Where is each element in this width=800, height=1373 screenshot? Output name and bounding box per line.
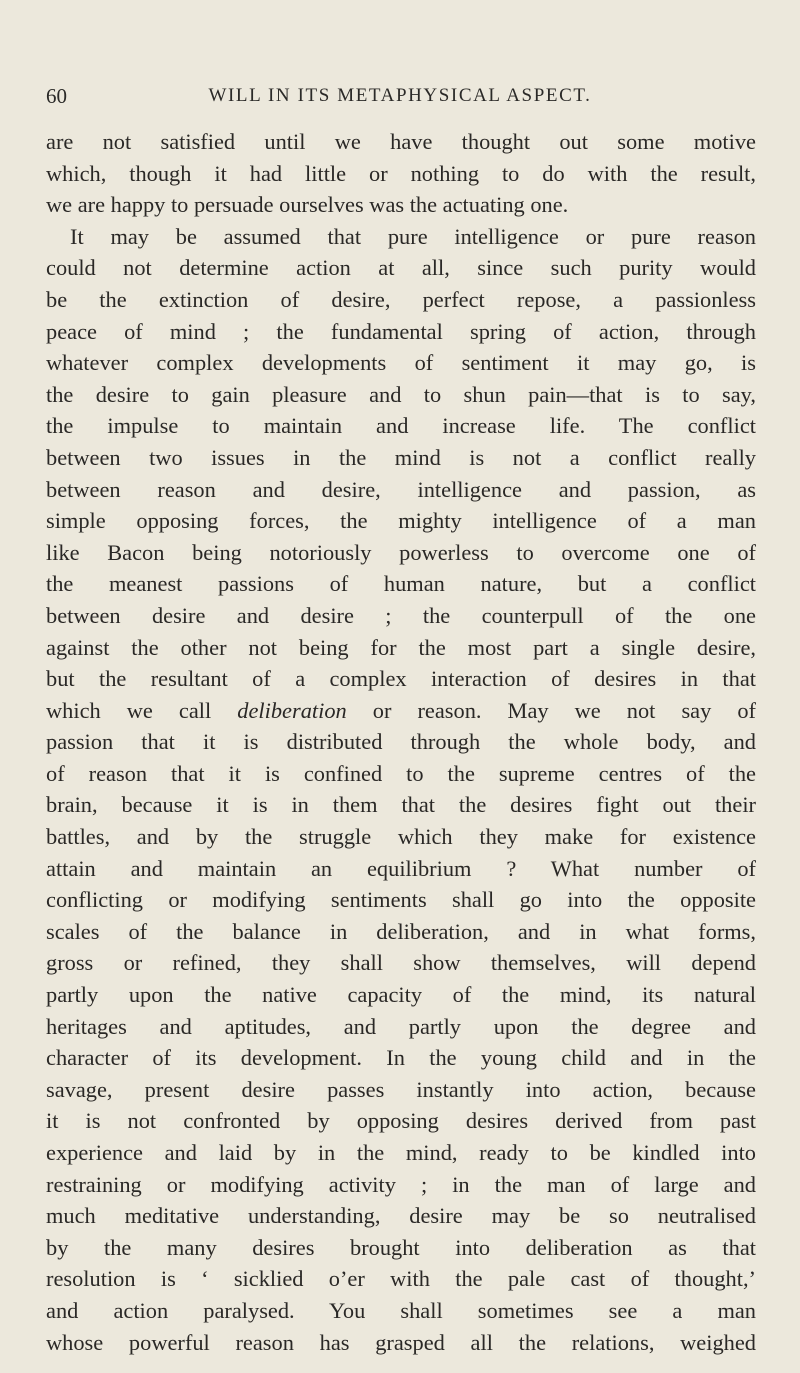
text-line: and action paralysed. You shall sometimes see a man (46, 1297, 756, 1323)
running-head: WILL IN ITS METAPHYSICAL ASPECT. (208, 85, 592, 106)
text-line: experience and laid by in the mind, ready to be kindled into (46, 1140, 756, 1165)
text-line: between desire and desire ; the counterpull of the one (46, 602, 756, 628)
text-line: brain, because it is in them that the desires fight out their (46, 792, 756, 818)
text-line: against the other not being for the most part a single desire, (46, 634, 756, 660)
text-line: could not determine action at all, since such purity would (46, 255, 756, 281)
text-line: the meanest passions of human nature, but a conflict (46, 571, 756, 597)
text-line: peace of mind ; the fundamental spring of action, through (46, 318, 756, 344)
text-line: scales of the balance in deliberation, and in what forms, (46, 918, 756, 944)
text-line: partly upon the native capacity of the mind, its natural (46, 982, 756, 1008)
text-line: battles, and by the struggle which they make for existence (46, 824, 756, 850)
text-line: whose powerful reason has grasped all the relations, weighed (46, 1329, 756, 1355)
text-line: we are happy to persuade ourselves was the actuating one. (46, 192, 569, 218)
text-line: gross or refined, they shall show themselves, will depend (46, 950, 756, 976)
text-segment: which we call (46, 697, 238, 723)
text-line: which, though it had little or nothing to do with the result, (46, 160, 756, 186)
text-line: the impulse to maintain and increase life. The conflict (46, 413, 756, 439)
text-line: It may be assumed that pure intelligence or pure reason (70, 223, 756, 249)
text-line: simple opposing forces, the mighty intelligence of a man (46, 508, 756, 534)
text-line: restraining or modifying activity ; in the man of large and (46, 1171, 756, 1197)
text-line: the desire to gain pleasure and to shun pain—that is to say, (46, 381, 756, 407)
text-line: but the resultant of a complex interaction of desires in that (46, 666, 756, 692)
text-line: by the many desires brought into deliberation as that (46, 1234, 756, 1260)
text-line: be the extinction of desire, perfect repose, a passionless (46, 286, 756, 312)
text-line (46, 695, 756, 727)
text-line: are not satisfied until we have thought out some motive (46, 129, 756, 154)
text-line: whatever complex developments of sentiment it may go, is (46, 350, 756, 376)
body-text (46, 126, 756, 1358)
italic-term: deliberation (237, 697, 347, 723)
text-line: conflicting or modifying sentiments shall go into the opposite (46, 887, 756, 913)
text-line: of reason that it is confined to the supreme centres of the (46, 760, 756, 786)
text-line: much meditative understanding, desire may be so neutralised (46, 1203, 756, 1229)
text-line: resolution is ‘ sicklied o’er with the pale cast of thought,’ (46, 1266, 756, 1292)
page-header (46, 84, 754, 110)
text-line: passion that it is distributed through the whole body, and (46, 729, 756, 755)
text-line: savage, present desire passes instantly into action, because (46, 1076, 756, 1102)
text-line: attain and maintain an equilibrium ? What number of (46, 855, 756, 881)
text-line: between reason and desire, intelligence and passion, as (46, 476, 756, 502)
text-line: it is not confronted by opposing desires derived from past (46, 1108, 756, 1134)
text-line: heritages and aptitudes, and partly upon the degree and (46, 1013, 756, 1039)
text-line: like Bacon being notoriously powerless to overcome one of (46, 539, 756, 565)
text-line: character of its development. In the young child and in the (46, 1045, 756, 1071)
text-line: between two issues in the mind is not a conflict really (46, 444, 756, 470)
page-number: 60 (46, 84, 67, 108)
text-segment: or reason. May we not say of (346, 697, 756, 723)
